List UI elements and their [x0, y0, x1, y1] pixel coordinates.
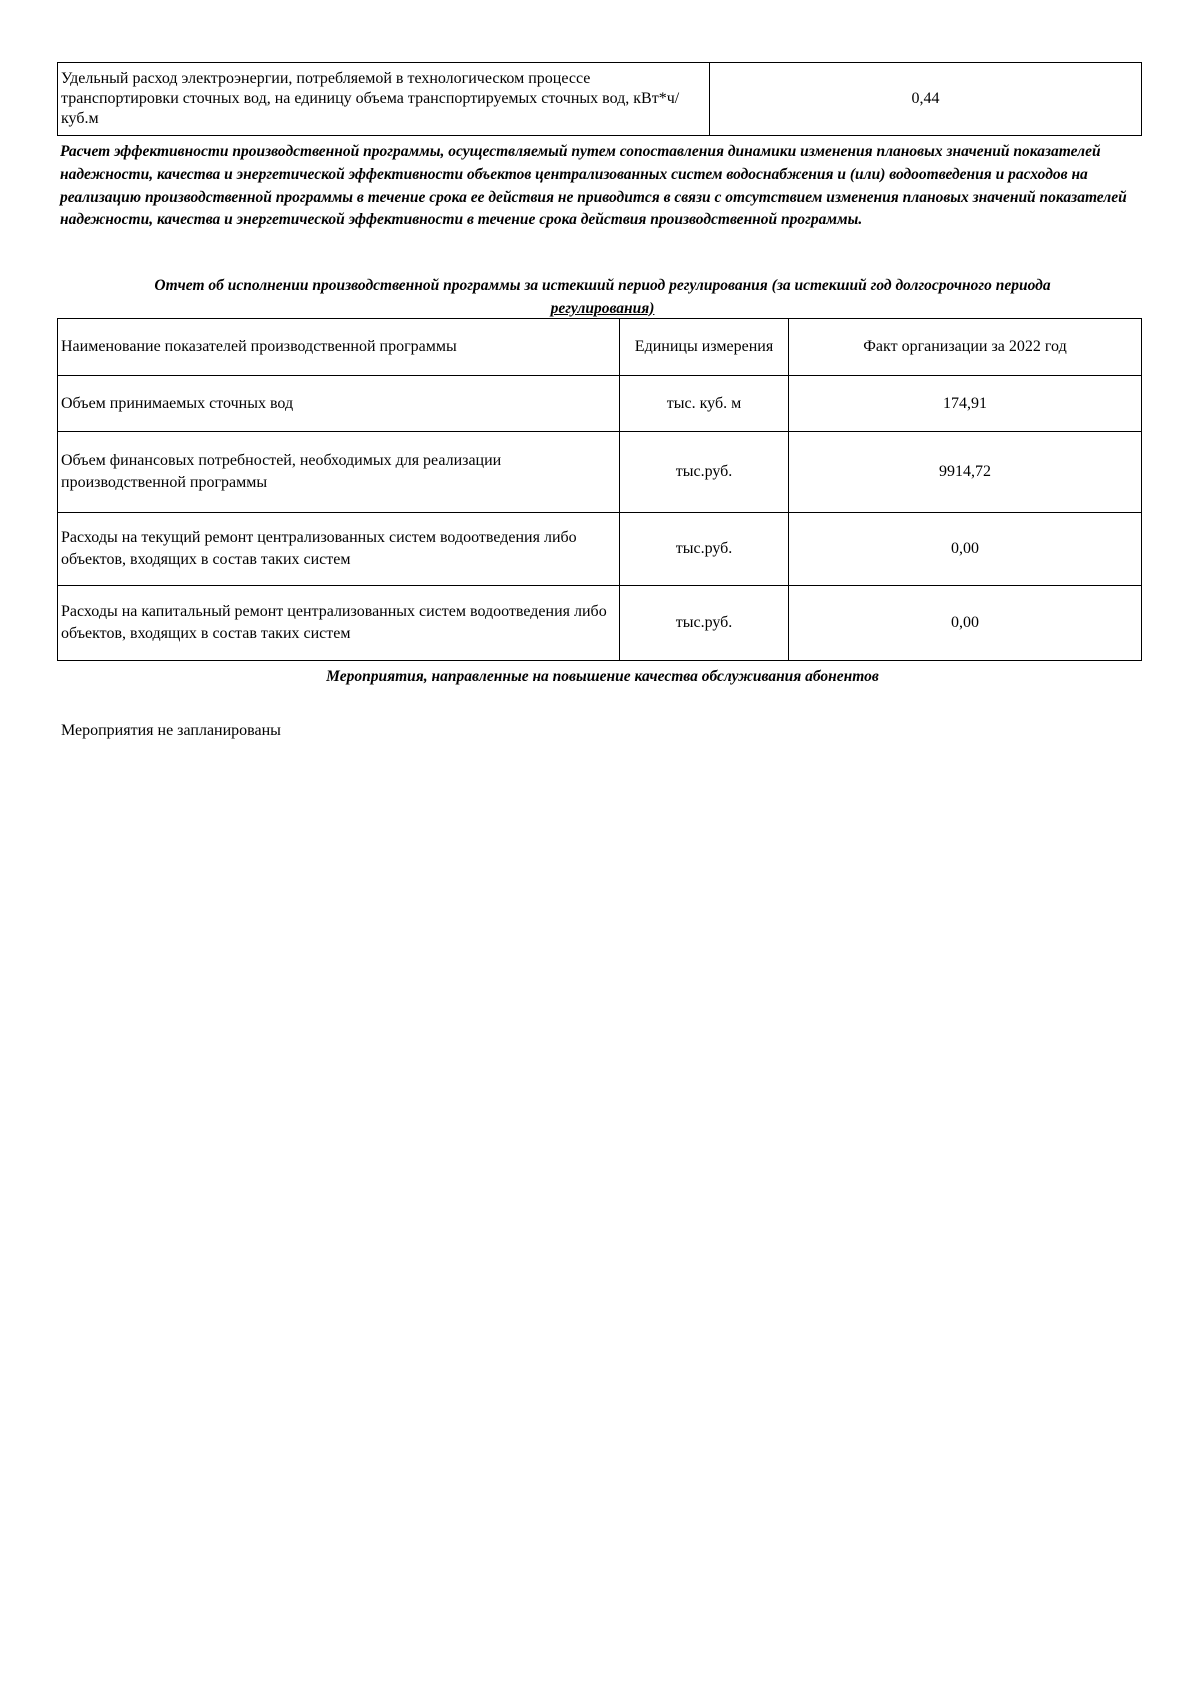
row-unit: тыс.руб. — [620, 513, 789, 586]
energy-consumption-table — [57, 62, 1142, 136]
row-unit: тыс.руб. — [620, 586, 789, 661]
table-row — [58, 376, 1142, 432]
indicator-label: Удельный расход электроэнергии, потребляемой в технологическом процессе транспортировки сточных вод, на единицу объема транспортируемых сточных вод, кВт*ч/ куб.м — [58, 63, 710, 136]
measures-title: Мероприятия, направленные на повышение качества обслуживания абонентов — [326, 668, 879, 685]
report-title-line2-wrap — [60, 298, 1145, 321]
row-unit: тыс. куб. м — [620, 376, 789, 432]
column-header-indicator: Наименование показателей производственной программы — [58, 319, 620, 376]
row-indicator: Объем финансовых потребностей, необходимых для реализации производственной программы — [58, 432, 620, 513]
row-fact: 9914,72 — [789, 432, 1142, 513]
row-fact: 0,00 — [789, 513, 1142, 586]
indicator-value: 0,44 — [710, 63, 1142, 136]
report-title-line1: Отчет об исполнении производственной программы за истекший период регулирования (за истекший год долгосрочного периода — [154, 277, 1051, 294]
row-fact: 0,00 — [789, 586, 1142, 661]
row-fact: 174,91 — [789, 376, 1142, 432]
report-title-line2: регулирования) — [550, 299, 655, 317]
table-header-row — [58, 319, 1142, 376]
column-header-unit: Единицы измерения — [620, 319, 789, 376]
table-row — [58, 432, 1142, 513]
row-unit: тыс.руб. — [620, 432, 789, 513]
row-indicator: Объем принимаемых сточных вод — [58, 376, 620, 432]
table-row — [58, 513, 1142, 586]
row-indicator: Расходы на капитальный ремонт централизованных систем водоотведения либо объектов, входящих в состав таких систем — [58, 586, 620, 661]
report-title — [60, 275, 1145, 320]
efficiency-calculation-paragraph: Расчет эффективности производственной программы, осуществляемый путем сопоставления динамики изменения плановых значений показателей надежности, качества и энергетической эффективности объектов централизованных систем водоснабжения и (или) водоотведения и расходов на реализацию производственной программы в течение срока ее действия не приводится в связи с отсутствием изменения плановых значений показателей надежности, качества и энергетической эффективности в течение срока действия производственной программы. — [60, 143, 1127, 229]
table-row — [58, 586, 1142, 661]
measures-text: Мероприятия не запланированы — [61, 722, 281, 739]
row-indicator: Расходы на текущий ремонт централизованных систем водоотведения либо объектов, входящих в состав таких систем — [58, 513, 620, 586]
table-row — [58, 63, 1142, 136]
column-header-fact: Факт организации за 2022 год — [789, 319, 1142, 376]
report-table — [57, 318, 1142, 661]
